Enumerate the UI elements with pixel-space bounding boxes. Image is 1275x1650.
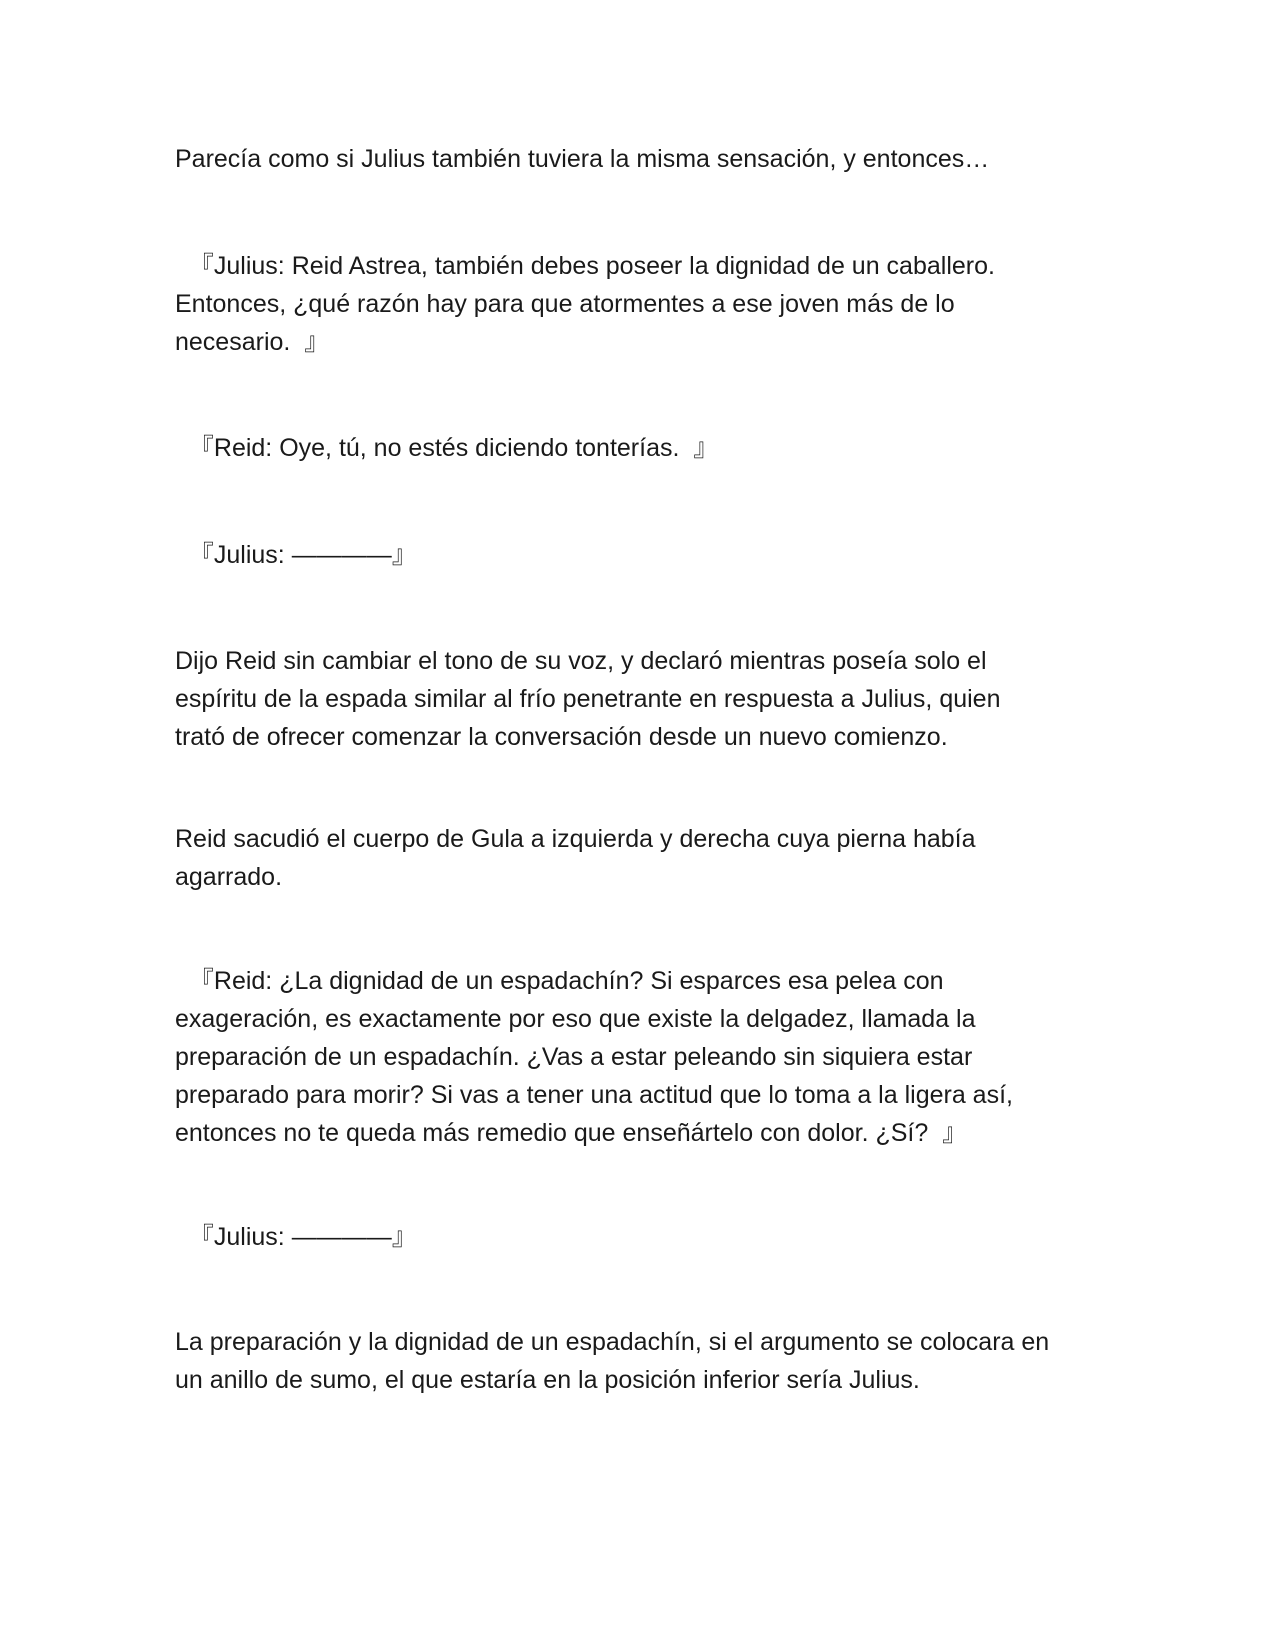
text-line: entonces no te queda más remedio que enseñártelo con dolor. ¿Sí? 』 bbox=[175, 1119, 968, 1147]
text-line: trató de ofrecer comenzar la conversación desde un nuevo comienzo. bbox=[175, 723, 948, 751]
dialogue-paragraph-reid bbox=[175, 962, 1095, 1152]
text-line: necesario. 』 bbox=[175, 328, 330, 356]
text-line: 『Reid: ¿La dignidad de un espadachín? Si esparces esa pelea con bbox=[175, 967, 944, 995]
text-line: Entonces, ¿qué razón hay para que atormentes a ese joven más de lo bbox=[175, 290, 955, 318]
text-line: 『Reid: Oye, tú, no estés diciendo tonterías. 』 bbox=[175, 434, 719, 462]
text-line: Dijo Reid sin cambiar el tono de su voz, y declaró mientras poseía solo el bbox=[175, 647, 987, 675]
narration-paragraph bbox=[175, 642, 1095, 756]
text-line: espíritu de la espada similar al frío penetrante en respuesta a Julius, quien bbox=[175, 685, 1001, 713]
text-line: La preparación y la dignidad de un espadachín, si el argumento se colocara en bbox=[175, 1328, 1050, 1356]
dialogue-paragraph-julius bbox=[175, 247, 1095, 361]
text-line: preparación de un espadachín. ¿Vas a estar peleando sin siquiera estar bbox=[175, 1043, 973, 1071]
text-line: agarrado. bbox=[175, 863, 283, 891]
text-line: preparado para morir? Si vas a tener una actitud que lo toma a la ligera así, bbox=[175, 1081, 1013, 1109]
narration-paragraph bbox=[175, 820, 1095, 896]
dialogue-paragraph-reid bbox=[175, 429, 1095, 467]
narration-paragraph bbox=[175, 1323, 1095, 1399]
text-line: Parecía como si Julius también tuviera la misma sensación, y entonces… bbox=[175, 145, 990, 173]
narration-paragraph bbox=[175, 140, 1095, 178]
dialogue-paragraph-julius bbox=[175, 1218, 1095, 1256]
text-line: Reid sacudió el cuerpo de Gula a izquierda y derecha cuya pierna había bbox=[175, 825, 976, 853]
dialogue-paragraph-julius bbox=[175, 536, 1095, 574]
text-line: 『Julius: ————』 bbox=[175, 541, 417, 569]
text-line: un anillo de sumo, el que estaría en la posición inferior sería Julius. bbox=[175, 1366, 920, 1394]
text-line: 『Julius: ————』 bbox=[175, 1223, 417, 1251]
text-line: exageración, es exactamente por eso que existe la delgadez, llamada la bbox=[175, 1005, 976, 1033]
text-line: 『Julius: Reid Astrea, también debes poseer la dignidad de un caballero. bbox=[175, 252, 995, 280]
